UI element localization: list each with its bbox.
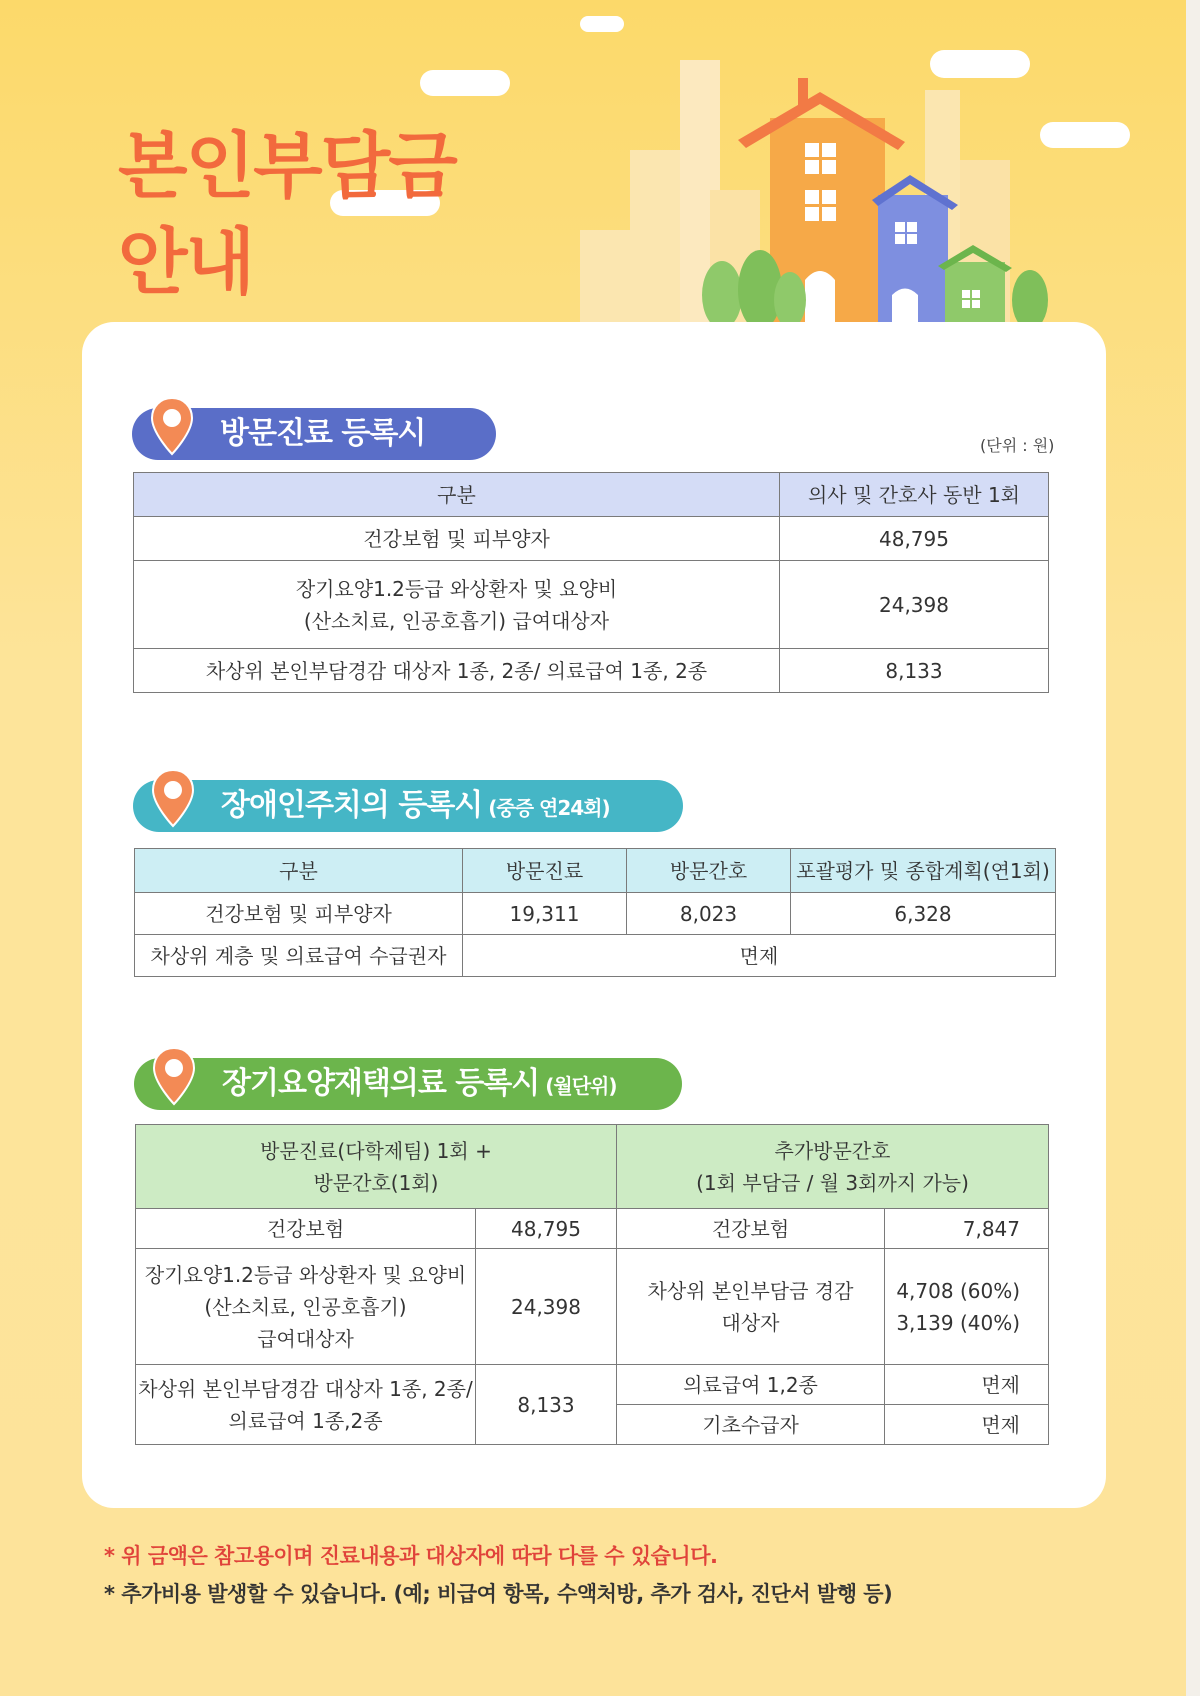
section3-title: 장기요양재택의료 등록시 <box>222 1066 540 1101</box>
table-header-cell <box>136 1125 617 1209</box>
row-label-line: (산소치료, 인공호흡기) <box>204 1294 407 1319</box>
row-label: 건강보험 및 피부양자 <box>134 517 780 561</box>
row-label <box>136 1365 476 1445</box>
table-header-row <box>135 849 1056 893</box>
cloud <box>1040 122 1130 148</box>
row-value: 8,133 <box>780 649 1049 693</box>
row-value: 면제 <box>885 1405 1049 1445</box>
table-header-cell: 포괄평가 및 종합계획(연1회) <box>791 849 1056 893</box>
header-line: 방문간호(1회) <box>313 1170 439 1195</box>
table-header-row <box>134 473 1049 517</box>
table-header-cell <box>617 1125 1049 1209</box>
row-label-line: 장기요양1.2등급 와상환자 및 요양비 <box>144 1262 467 1287</box>
row-label: 의료급여 1,2종 <box>617 1365 885 1405</box>
header-line: 추가방문간호 <box>774 1138 891 1163</box>
row-value: 6,328 <box>791 893 1056 935</box>
table-row <box>134 649 1049 693</box>
section3-table <box>135 1124 1049 1445</box>
row-value-line: 4,708 (60%) <box>896 1278 1020 1303</box>
row-value: 7,847 <box>885 1209 1049 1249</box>
note-disclaimer: * 위 금액은 참고용이며 진료내용과 대상자에 따라 다를 수 있습니다. <box>104 1544 718 1568</box>
section3-header <box>134 1058 682 1110</box>
table-row <box>135 893 1056 935</box>
row-value: 8,023 <box>627 893 791 935</box>
table-header-cell: 방문간호 <box>627 849 791 893</box>
section1-table <box>133 472 1049 693</box>
row-label: 차상위 계층 및 의료급여 수급권자 <box>135 935 463 977</box>
row-label <box>134 561 780 649</box>
page-edge <box>1186 0 1200 1696</box>
section1-title: 방문진료 등록시 <box>220 416 426 451</box>
row-label: 차상위 본인부담경감 대상자 1종, 2종/ 의료급여 1종, 2종 <box>134 649 780 693</box>
location-pin-icon <box>151 768 195 830</box>
table-row <box>135 935 1056 977</box>
cloud <box>930 50 1030 78</box>
unit-label: (단위 : 원) <box>980 436 1055 455</box>
row-label: 건강보험 및 피부양자 <box>135 893 463 935</box>
row-value: 24,398 <box>476 1249 617 1365</box>
row-value: 48,795 <box>780 517 1049 561</box>
row-value: 19,311 <box>463 893 627 935</box>
page-title-line1: 본인부담금 <box>118 124 456 208</box>
section2-title: 장애인주치의 등록시 <box>221 788 483 823</box>
page-title-line2: 안내 <box>118 220 254 304</box>
row-value: 면제 <box>885 1365 1049 1405</box>
row-label <box>617 1249 885 1365</box>
section2-subtitle: (중증 연24회) <box>488 796 610 820</box>
table-row <box>136 1249 1049 1365</box>
row-value: 8,133 <box>476 1365 617 1445</box>
row-value: 48,795 <box>476 1209 617 1249</box>
row-label <box>136 1249 476 1365</box>
note-additional-cost: * 추가비용 발생할 수 있습니다. (예; 비급여 항목, 수액처방, 추가 검사, 진단서 발행 등) <box>104 1582 893 1606</box>
header-line: 방문진료(다학제팀) 1회 + <box>260 1138 492 1163</box>
row-label-line: 대상자 <box>721 1310 780 1335</box>
section1-header <box>132 408 496 460</box>
table-header-cell: 방문진료 <box>463 849 627 893</box>
row-label: 건강보험 <box>136 1209 476 1249</box>
section2-header <box>133 780 683 832</box>
row-label-line: 급여대상자 <box>257 1326 354 1351</box>
table-row <box>134 517 1049 561</box>
row-value: 면제 <box>463 935 1056 977</box>
row-label-line: 차상위 본인부담금 경감 <box>647 1278 854 1303</box>
page-title <box>118 118 456 310</box>
table-header-row <box>136 1125 1049 1209</box>
section2-table <box>134 848 1056 977</box>
table-header-cell: 구분 <box>135 849 463 893</box>
table-row <box>136 1365 1049 1405</box>
location-pin-icon <box>150 396 194 458</box>
city-illustration <box>560 0 1120 330</box>
row-label-line: 장기요양1.2등급 와상환자 및 요양비 <box>295 576 618 601</box>
location-pin-icon <box>152 1046 196 1108</box>
cloud <box>420 70 510 96</box>
row-label-line: 차상위 본인부담경감 대상자 1종, 2종/ <box>138 1376 473 1401</box>
table-row <box>136 1209 1049 1249</box>
header-line: (1회 부담금 / 월 3회까지 가능) <box>696 1170 969 1195</box>
row-value: 24,398 <box>780 561 1049 649</box>
section3-subtitle: (월단위) <box>545 1074 617 1098</box>
row-label: 건강보험 <box>617 1209 885 1249</box>
table-header-cell: 의사 및 간호사 동반 1회 <box>780 473 1049 517</box>
cloud <box>580 16 624 32</box>
table-row <box>134 561 1049 649</box>
row-label-line: 의료급여 1종,2종 <box>228 1408 383 1433</box>
row-label-line: (산소치료, 인공호흡기) 급여대상자 <box>303 608 610 633</box>
table-header-cell: 구분 <box>134 473 780 517</box>
row-value <box>885 1249 1049 1365</box>
row-value-line: 3,139 (40%) <box>896 1310 1020 1335</box>
row-label: 기초수급자 <box>617 1405 885 1445</box>
